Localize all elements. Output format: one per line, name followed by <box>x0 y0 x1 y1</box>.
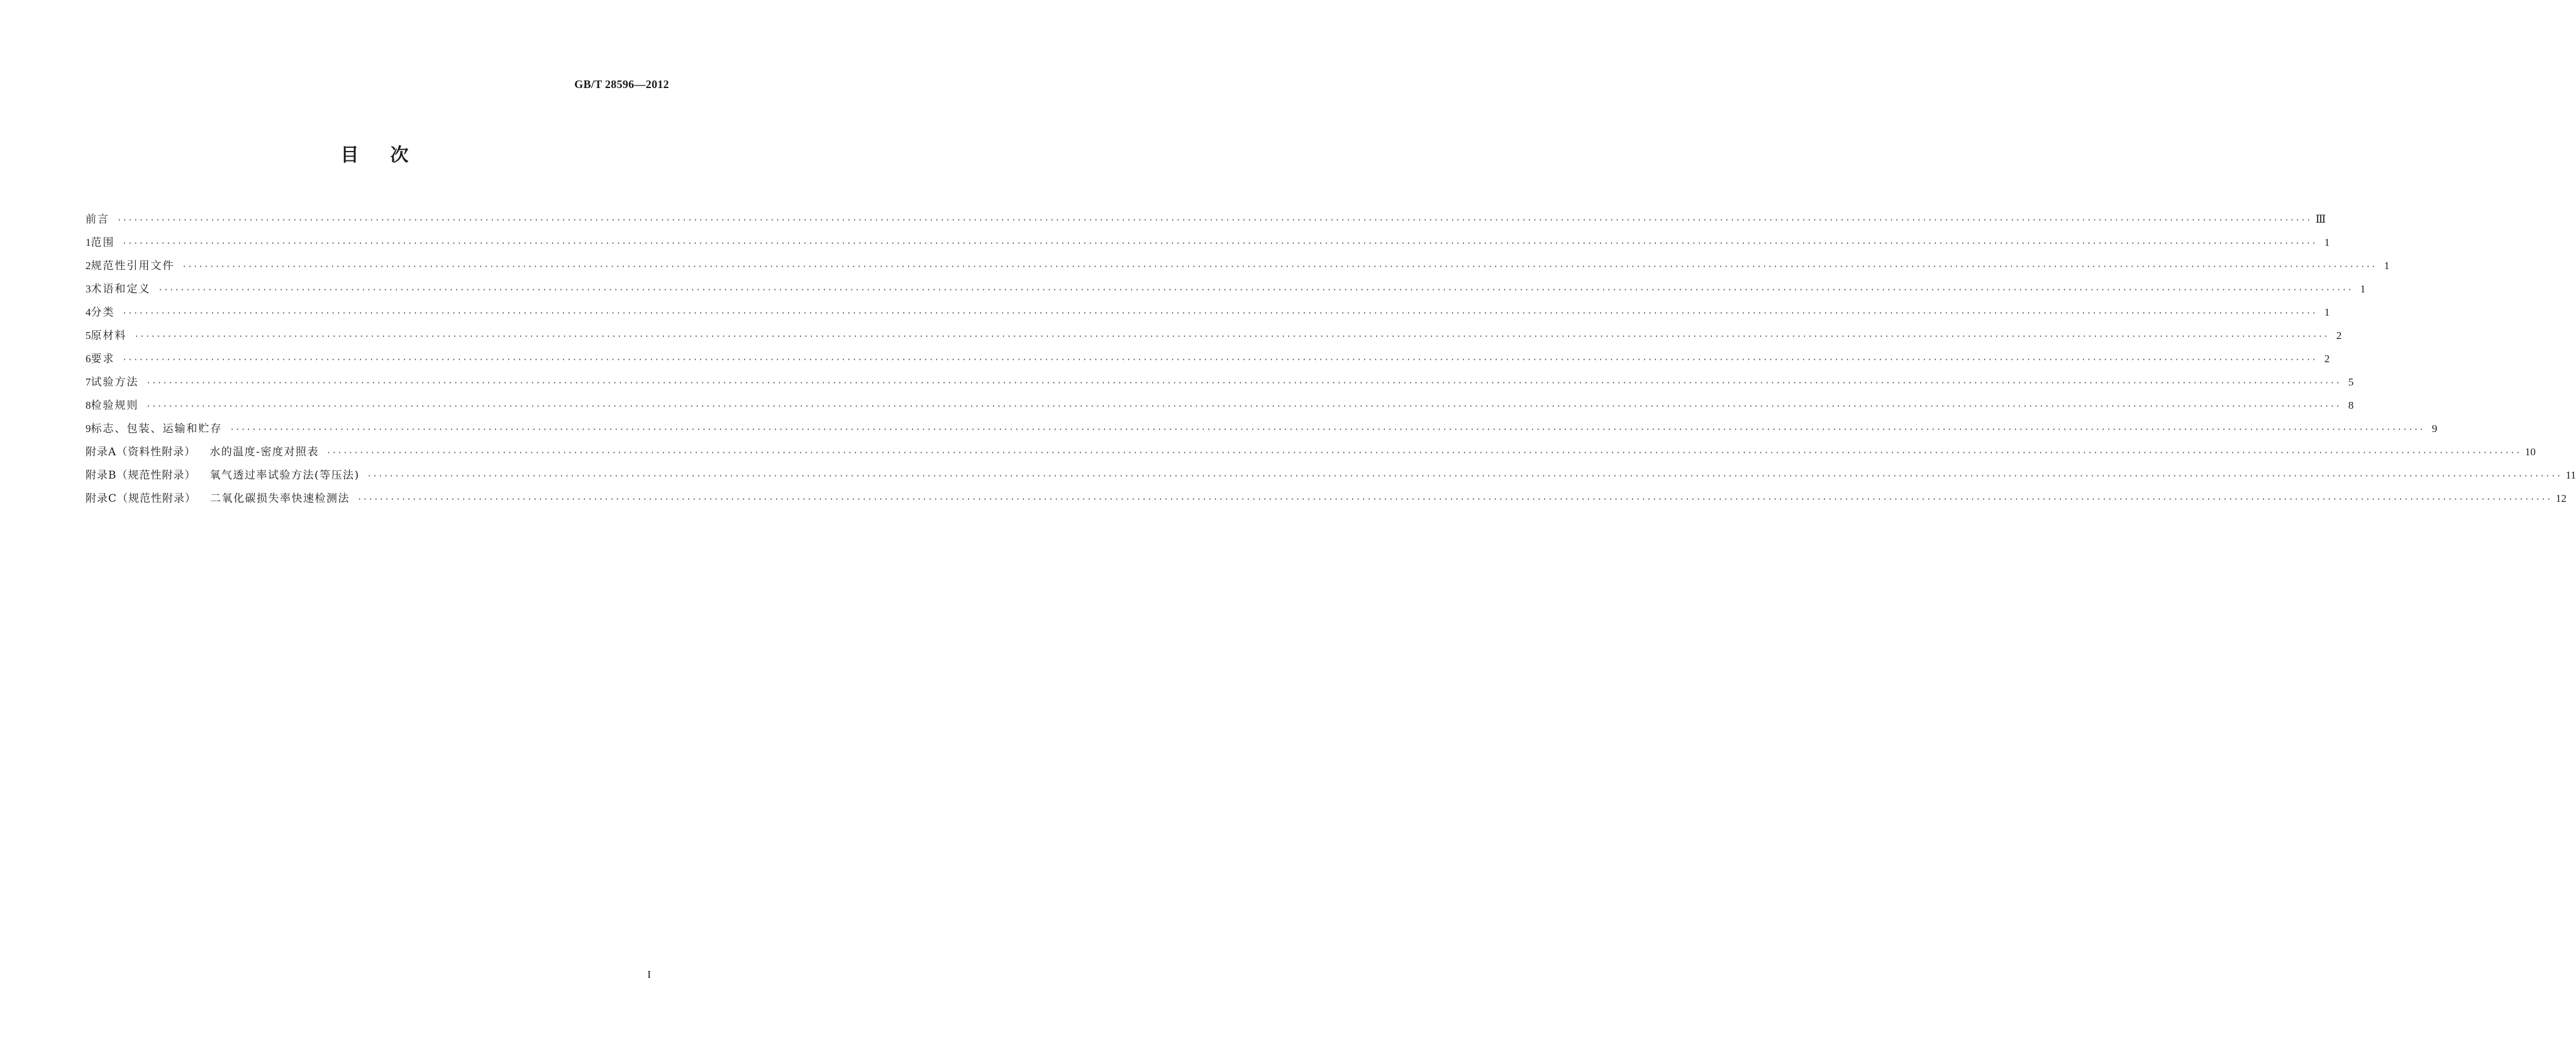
toc-entry-page: 5 <box>2348 376 2354 388</box>
toc-entry[interactable] <box>86 324 2342 347</box>
toc-entry[interactable] <box>86 208 2326 231</box>
toc-entry-page: 1 <box>2360 283 2366 295</box>
table-of-contents <box>86 208 2576 510</box>
toc-entry[interactable] <box>86 347 2330 370</box>
toc-entry[interactable] <box>86 417 2438 440</box>
dot-leader: ················································································································································································································································································································································································································ <box>122 355 2318 364</box>
toc-entry-label: 原材料 <box>91 330 127 342</box>
toc-entry-page: 2 <box>2324 353 2330 365</box>
toc-entry-label: 附录B（规范性附录） <box>86 469 196 482</box>
dot-leader: ················································································································································································································································································································································································································ <box>134 332 2329 341</box>
toc-entry-label: 附录C（规范性附录） <box>86 492 197 505</box>
toc-entry-label: 分类 <box>91 306 115 319</box>
toc-entry-label: 标志、包装、运输和贮存 <box>91 423 223 435</box>
toc-entry[interactable] <box>86 463 2576 487</box>
toc-entry-description: 水的温度-密度对照表 <box>209 446 319 458</box>
toc-entry-label: 术语和定义 <box>91 283 151 296</box>
toc-entry[interactable] <box>86 231 2330 254</box>
toc-entry-label: 附录A（资料性附录） <box>86 446 196 458</box>
page-number: I <box>647 968 651 980</box>
toc-entry-number: 3 <box>86 283 91 295</box>
toc-entry-number: 9 <box>86 423 91 435</box>
toc-entry-page: 10 <box>2524 446 2536 458</box>
toc-entry-number: 7 <box>86 376 91 388</box>
toc-entry[interactable] <box>86 254 2390 277</box>
toc-entry-page: 1 <box>2324 306 2330 318</box>
toc-entry-page: 1 <box>2384 260 2390 272</box>
dot-leader: ················································································································································································································································································································································································································ <box>122 309 2318 318</box>
dot-leader: ················································································································································································································································································································································································································ <box>367 472 2562 480</box>
toc-entry[interactable] <box>86 487 2567 510</box>
toc-entry-label: 规范性引用文件 <box>91 260 175 272</box>
dot-leader: ················································································································································································································································································································································································································ <box>357 495 2552 504</box>
dot-leader: ················································································································································································································································································································································································································ <box>158 286 2353 294</box>
standard-code: GB/T 28596—2012 <box>574 78 669 91</box>
dot-leader: ················································································································································································································································································································································································································ <box>326 448 2521 457</box>
toc-entry-page: 9 <box>2431 423 2438 435</box>
toc-entry-number: 4 <box>86 306 91 318</box>
toc-entry-label: 前言 <box>86 213 109 226</box>
toc-entry-label: 范围 <box>91 236 115 249</box>
dot-leader: ················································································································································································································································································································································································································ <box>122 239 2318 248</box>
toc-entry-description: 氧气透过率试验方法(等压法) <box>209 469 360 482</box>
toc-entry-number: 1 <box>86 236 91 248</box>
toc-entry[interactable] <box>86 394 2354 417</box>
toc-entry-number: 6 <box>86 353 91 365</box>
toc-entry-label: 试验方法 <box>91 376 139 389</box>
toc-entry-page: 11 <box>2565 469 2576 481</box>
toc-entry-page: 2 <box>2336 330 2342 341</box>
toc-entry-description: 二氧化碳损失率快速检测法 <box>210 492 350 505</box>
toc-entry-page: 12 <box>2555 492 2567 504</box>
page-title: 目次 <box>340 144 440 165</box>
dot-leader: ················································································································································································································································································································································································································ <box>146 402 2341 411</box>
toc-entry-label: 检验规则 <box>91 399 139 412</box>
toc-entry-number: 8 <box>86 399 91 411</box>
toc-entry[interactable] <box>86 277 2366 301</box>
toc-entry-number: 2 <box>86 260 91 272</box>
toc-entry[interactable] <box>86 370 2354 394</box>
dot-leader: ················································································································································································································································································································································································································ <box>117 216 2312 225</box>
toc-entry[interactable] <box>86 301 2330 324</box>
toc-entry-label: 要求 <box>91 353 115 365</box>
dot-leader: ················································································································································································································································································································································································································ <box>146 379 2341 387</box>
toc-entry-page: 1 <box>2324 236 2330 248</box>
dot-leader: ················································································································································································································································································································································································································ <box>182 262 2377 271</box>
toc-entry-page: Ⅲ <box>2315 213 2326 225</box>
toc-entry-number: 5 <box>86 330 91 341</box>
toc-entry[interactable] <box>86 440 2536 463</box>
toc-entry-page: 8 <box>2348 399 2354 411</box>
dot-leader: ················································································································································································································································································································································································································ <box>230 425 2425 434</box>
